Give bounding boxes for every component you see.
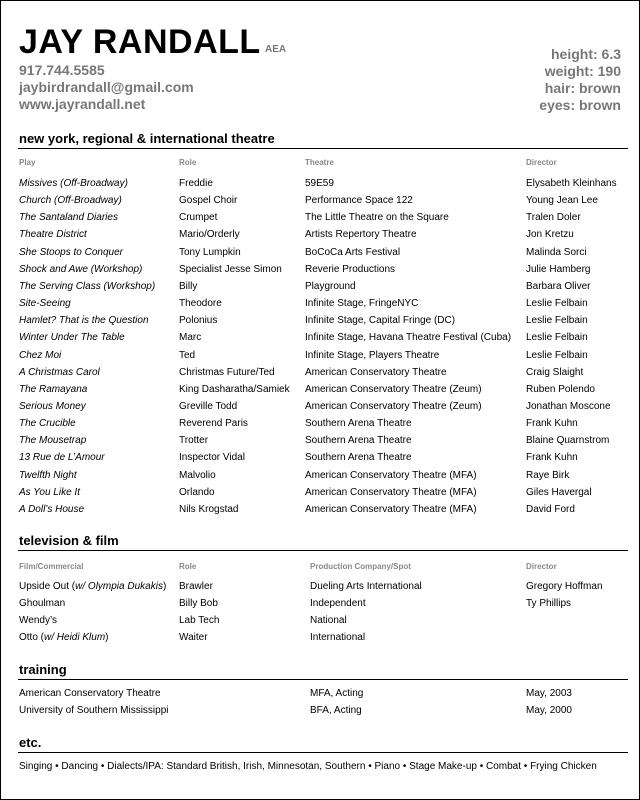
film-costar: w/ Heidi Klum: [44, 632, 106, 643]
etc-divider: [18, 752, 628, 753]
role-name: Trotter: [179, 435, 209, 447]
theatre-venue: Artists Repertory Theatre: [305, 229, 417, 241]
film-title-text: Ghoulman: [19, 598, 66, 609]
role-name: Reverend Paris: [179, 418, 248, 430]
theatre-venue: Southern Arena Theatre: [305, 435, 412, 447]
production-company: National: [310, 615, 347, 626]
training-divider: [18, 679, 628, 680]
film-role: Brawler: [179, 581, 213, 592]
theatre-venue: Infinite Stage, Havana Theatre Festival (Cuba): [305, 332, 512, 344]
play-title: Twelfth Night: [19, 469, 77, 481]
film-director: Ty Phillips: [526, 598, 572, 609]
film-header-director: Director: [526, 562, 557, 571]
theatre-venue: Infinite Stage, FringeNYC: [305, 298, 419, 310]
phone-number: 917.744.5585: [19, 62, 105, 78]
play-title: The Ramayana: [19, 383, 88, 395]
role-name: King Dasharatha/Samiek: [179, 383, 290, 395]
film-role: Waiter: [179, 632, 208, 643]
director-name: Frank Kuhn: [526, 418, 578, 430]
film-title: [19, 615, 57, 627]
role-name: Freddie: [179, 178, 213, 189]
play-title: As You Like It: [19, 486, 80, 498]
production-company: Dueling Arts International: [310, 581, 422, 592]
stat-height: height: 6.3: [550, 46, 621, 62]
role-name: Malvolio: [179, 469, 216, 481]
role-name: Crumpet: [179, 212, 218, 224]
role-name: Christmas Future/Ted: [179, 366, 275, 378]
role-name: Orlando: [179, 486, 215, 498]
training-degree: MFA, Acting: [310, 688, 364, 699]
stat-eyes: eyes: brown: [539, 97, 621, 113]
director-name: Leslie Felbain: [526, 315, 588, 327]
director-name: Raye Birk: [526, 469, 570, 481]
contact-info: [19, 62, 194, 113]
theatre-divider: [18, 148, 628, 149]
play-title: 13 Rue de L’Amour: [19, 452, 105, 464]
director-name: Jonathan Moscone: [526, 400, 611, 412]
film-header-title: Film/Commercial: [19, 562, 84, 571]
director-name: David Ford: [526, 503, 575, 515]
director-name: Leslie Felbain: [526, 298, 588, 310]
role-name: Tony Lumpkin: [179, 246, 241, 258]
role-name: Theodore: [179, 298, 222, 310]
director-name: Tralen Doler: [526, 212, 581, 224]
director-name: Young Jean Lee: [526, 195, 598, 207]
film-role: Lab Tech: [179, 615, 220, 626]
film-title-text: Wendy’s: [19, 615, 57, 626]
film-director: Gregory Hoffman: [526, 581, 603, 592]
training-degree: BFA, Acting: [310, 705, 362, 716]
training-school: American Conservatory Theatre: [19, 688, 161, 699]
role-name: Marc: [179, 332, 202, 344]
play-title: The Santaland Diaries: [19, 212, 118, 224]
theatre-venue: Playground: [305, 280, 356, 292]
play-title: Missives (Off-Broadway): [19, 178, 128, 189]
theatre-venue: Infinite Stage, Players Theatre: [305, 349, 440, 361]
director-name: Frank Kuhn: [526, 452, 578, 464]
stat-hair: hair: brown: [544, 80, 621, 96]
production-company: Independent: [310, 598, 366, 609]
theatre-venue: American Conservatory Theatre: [305, 366, 447, 378]
theatre-venue: Southern Arena Theatre: [305, 452, 412, 464]
director-name: Elysabeth Kleinhans: [526, 178, 617, 189]
play-title: She Stoops to Conquer: [19, 246, 123, 258]
theatre-section-title: new york, regional & international theatre: [19, 131, 275, 146]
play-title: The Crucible: [19, 418, 76, 430]
website-url: www.jayrandall.net: [19, 96, 146, 112]
theatre-venue: Performance Space 122: [305, 195, 413, 207]
film-role: Billy Bob: [179, 598, 218, 609]
director-name: Barbara Oliver: [526, 280, 591, 292]
role-name: Nils Krogstad: [179, 503, 239, 515]
play-title: The Serving Class (Workshop): [19, 280, 156, 292]
film-title-text: Otto (: [19, 632, 45, 643]
theatre-header-director: Director: [526, 158, 557, 167]
film-costar-close: ): [105, 632, 109, 643]
theatre-header-play: Play: [19, 158, 36, 167]
stat-weight: weight: 190: [544, 63, 621, 79]
director-name: Ruben Polendo: [526, 383, 595, 395]
film-title-text: Upside Out (: [19, 581, 76, 592]
director-name: Julie Hamberg: [526, 263, 591, 275]
play-title: Church (Off-Broadway): [19, 195, 122, 207]
play-title: A Doll’s House: [19, 503, 85, 515]
theatre-venue: American Conservatory Theatre (Zeum): [305, 383, 482, 395]
play-title: Site-Seeing: [19, 298, 71, 310]
play-title: The Mousetrap: [19, 435, 87, 447]
skills-list: Singing • Dancing • Dialects/IPA: Standard British, Irish, Minnesotan, Southern • Piano • Stage Make-up • Combat • Frying Chicken: [19, 761, 597, 772]
training-date: May, 2000: [526, 705, 572, 716]
director-name: Jon Kretzu: [526, 229, 574, 241]
role-name: Gospel Choir: [179, 195, 238, 207]
film-costar-close: ): [162, 581, 167, 592]
director-name: Leslie Felbain: [526, 332, 588, 344]
role-name: Inspector Vidal: [179, 452, 245, 464]
play-title: Serious Money: [19, 400, 86, 412]
role-name: Specialist Jesse Simon: [179, 263, 282, 275]
role-name: Billy: [179, 280, 198, 292]
play-title: A Christmas Carol: [19, 366, 100, 378]
union-affiliation: AEA: [265, 44, 287, 55]
role-name: Polonius: [179, 315, 218, 327]
director-name: Craig Slaight: [526, 366, 584, 378]
theatre-venue: Infinite Stage, Capital Fringe (DC): [305, 315, 456, 327]
theatre-venue: Reverie Productions: [305, 263, 396, 275]
film-section-title: television & film: [19, 533, 119, 548]
actor-name: JAY RANDALL: [19, 23, 261, 61]
director-name: Blaine Quarnstrom: [526, 435, 610, 447]
play-title: Winter Under The Table: [19, 332, 125, 344]
theatre-venue: Southern Arena Theatre: [305, 418, 412, 430]
role-name: Greville Todd: [179, 400, 238, 412]
role-name: Mario/Orderly: [179, 229, 240, 241]
training-date: May, 2003: [526, 688, 572, 699]
production-company: International: [310, 632, 366, 643]
theatre-venue: The Little Theatre on the Square: [305, 212, 449, 224]
film-header-company: Production Company/Spot: [310, 562, 411, 571]
film-divider: [18, 550, 628, 551]
theatre-header-role: Role: [179, 158, 197, 167]
film-title: [19, 598, 65, 610]
film-title: [19, 581, 166, 593]
film-costar: w/ Olympia Dukakis: [75, 581, 163, 592]
training-section-title: training: [19, 662, 67, 677]
play-title: Hamlet? That is the Question: [19, 315, 149, 327]
theatre-venue: American Conservatory Theatre (MFA): [305, 486, 477, 498]
training-school: University of Southern Mississippi: [19, 705, 169, 716]
email-address: jaybirdrandall@gmail.com: [19, 79, 194, 95]
etc-section-title: etc.: [19, 735, 42, 750]
play-title: Theatre District: [19, 229, 87, 241]
play-title: Shock and Awe (Workshop): [19, 263, 143, 275]
theatre-venue: American Conservatory Theatre (Zeum): [305, 400, 482, 412]
play-title: Chez Moi: [19, 349, 62, 361]
director-name: Giles Havergal: [526, 486, 592, 498]
theatre-venue: American Conservatory Theatre (MFA): [305, 503, 477, 515]
role-name: Ted: [179, 349, 196, 361]
film-header-role: Role: [179, 562, 197, 571]
theatre-header-theatre: Theatre: [305, 158, 334, 167]
director-name: Malinda Sorci: [526, 246, 587, 258]
film-title: [19, 632, 109, 644]
theatre-venue: American Conservatory Theatre (MFA): [305, 469, 477, 481]
theatre-venue: BoCoCa Arts Festival: [305, 246, 401, 258]
director-name: Leslie Felbain: [526, 349, 588, 361]
theatre-venue: 59E59: [305, 178, 334, 189]
physical-stats: [539, 46, 621, 114]
